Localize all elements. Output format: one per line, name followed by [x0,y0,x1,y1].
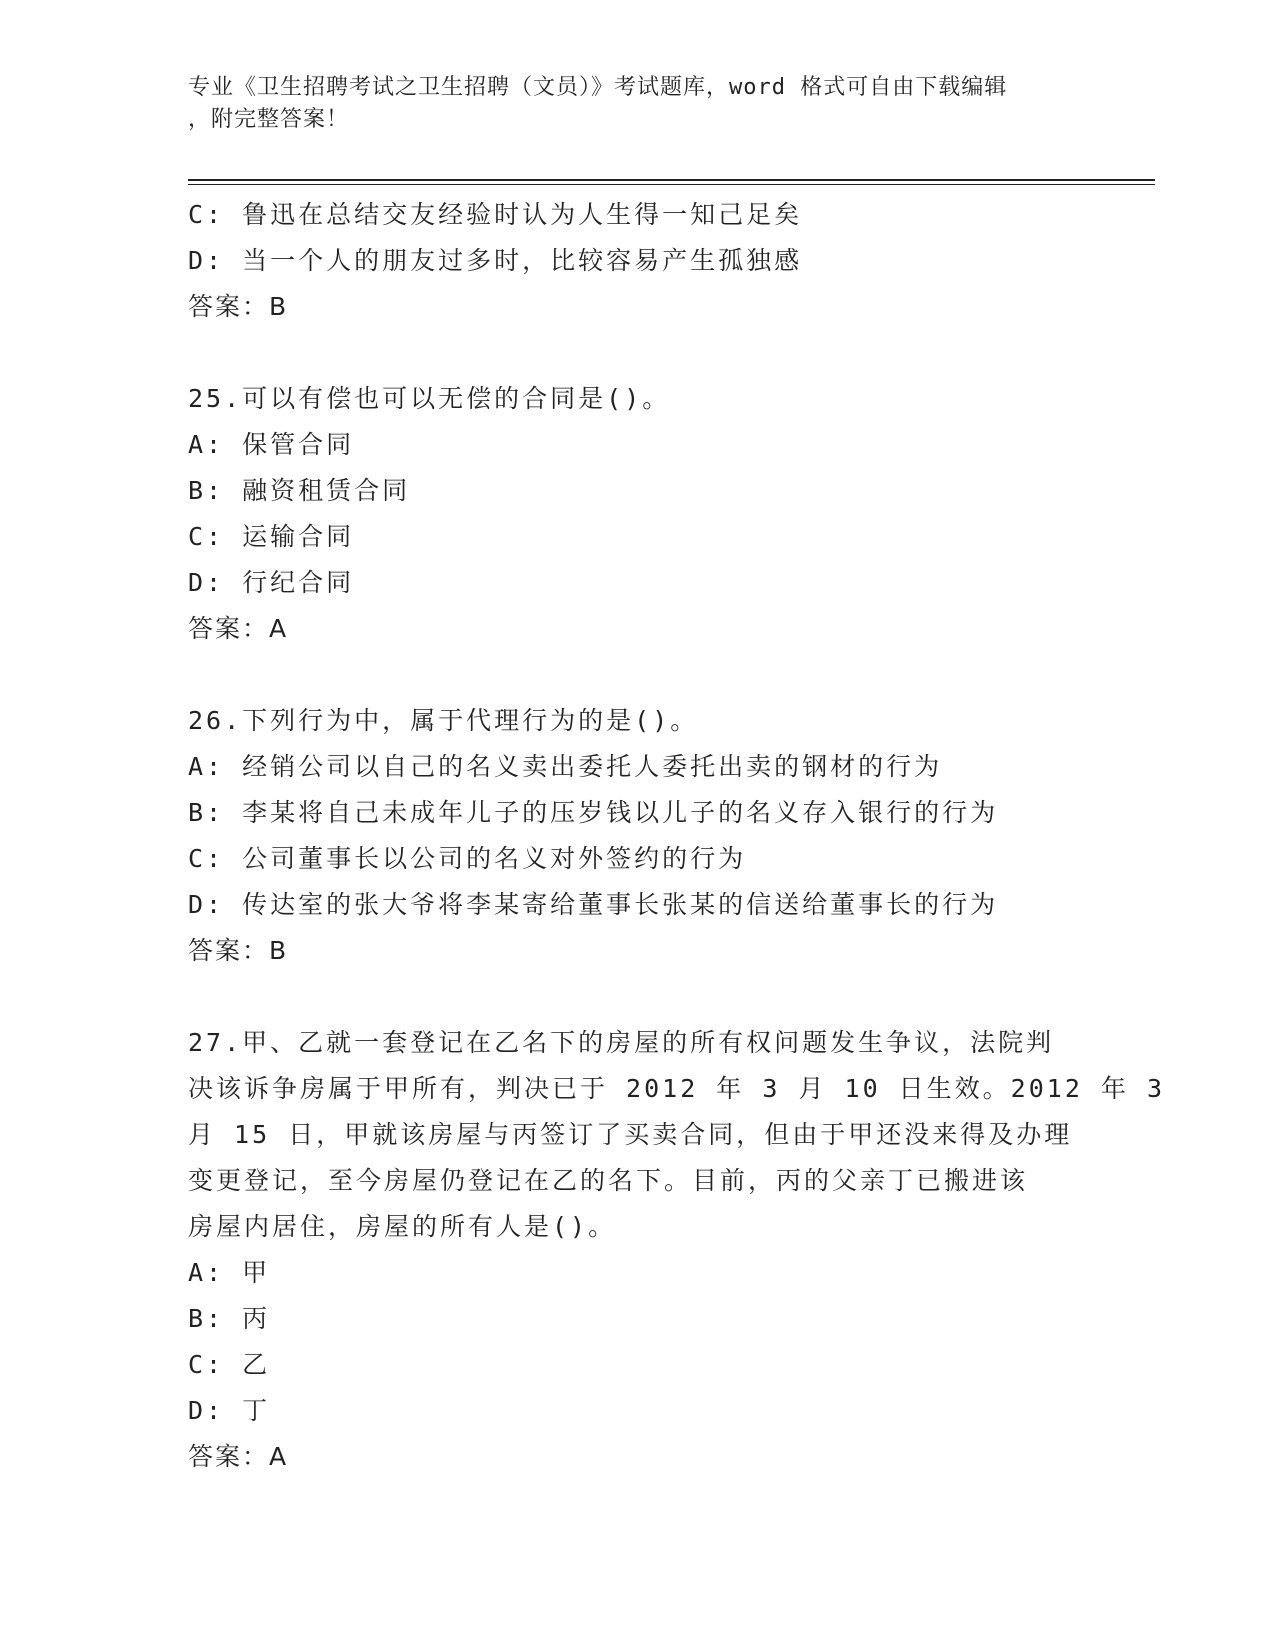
option-a: A: 保管合同 [188,430,355,459]
answer-line: 答案：B [188,936,289,965]
option-a: A: 甲 [188,1258,271,1287]
answer-line: 答案：A [188,614,289,643]
question-block-25 [188,376,1088,652]
question-stem-line-1: 27.甲、乙就一套登记在乙名下的房屋的所有权问题发生争议，法院判 [188,1028,1055,1057]
option-c: C: 运输合同 [188,522,355,551]
option-b: B: 李某将自己未成年儿子的压岁钱以儿子的名义存入银行的行为 [188,798,999,827]
option-c: C: 鲁迅在总结交友经验时认为人生得一知己足矣 [188,200,803,229]
option-a: A: 经销公司以自己的名义卖出委托人委托出卖的钢材的行为 [188,752,943,781]
question-stem: 25.可以有偿也可以无偿的合同是()。 [188,384,671,413]
option-b: B: 丙 [188,1304,271,1333]
question-stem-line-2: 决该诉争房属于甲所有，判决已于 2012 年 3 月 10 日生效。2012 年 3 [188,1074,1166,1103]
answer-line: 答案：B [188,292,289,321]
question-stem-line-3: 月 15 日，甲就该房屋与丙签订了买卖合同，但由于甲还没来得及办理 [188,1120,1073,1149]
question-block-27 [188,1020,1166,1480]
option-d: D: 当一个人的朋友过多时，比较容易产生孤独感 [188,246,803,275]
option-d: D: 丁 [188,1396,271,1425]
question-stem-line-5: 房屋内居住，房屋的所有人是()。 [188,1212,617,1241]
header-divider-thick [188,179,1155,181]
answer-line: 答案：A [188,1442,289,1471]
option-c: C: 公司董事长以公司的名义对外签约的行为 [188,844,747,873]
question-stem: 26.下列行为中，属于代理行为的是()。 [188,706,699,735]
question-block-24 [188,192,1088,330]
option-c: C: 乙 [188,1350,271,1379]
header-line-1: 专业《卫生招聘考试之卫生招聘（文员）》考试题库，word 格式可自由下载编辑 [188,75,1008,100]
header-line-2: ，附完整答案！ [188,107,350,132]
question-stem-line-4: 变更登记，至今房屋仍登记在乙的名下。目前，丙的父亲丁已搬进该 [188,1166,1029,1195]
document-header [188,72,1088,136]
spacer [188,652,1088,698]
option-d: D: 行纪合同 [188,568,355,597]
option-d: D: 传达室的张大爷将李某寄给董事长张某的信送给董事长的行为 [188,890,999,919]
spacer [188,330,1088,376]
spacer [188,974,1088,1020]
header-divider-thin [188,184,1155,185]
question-content [188,192,1166,1480]
option-b: B: 融资租赁合同 [188,476,411,505]
question-block-26 [188,698,1088,974]
